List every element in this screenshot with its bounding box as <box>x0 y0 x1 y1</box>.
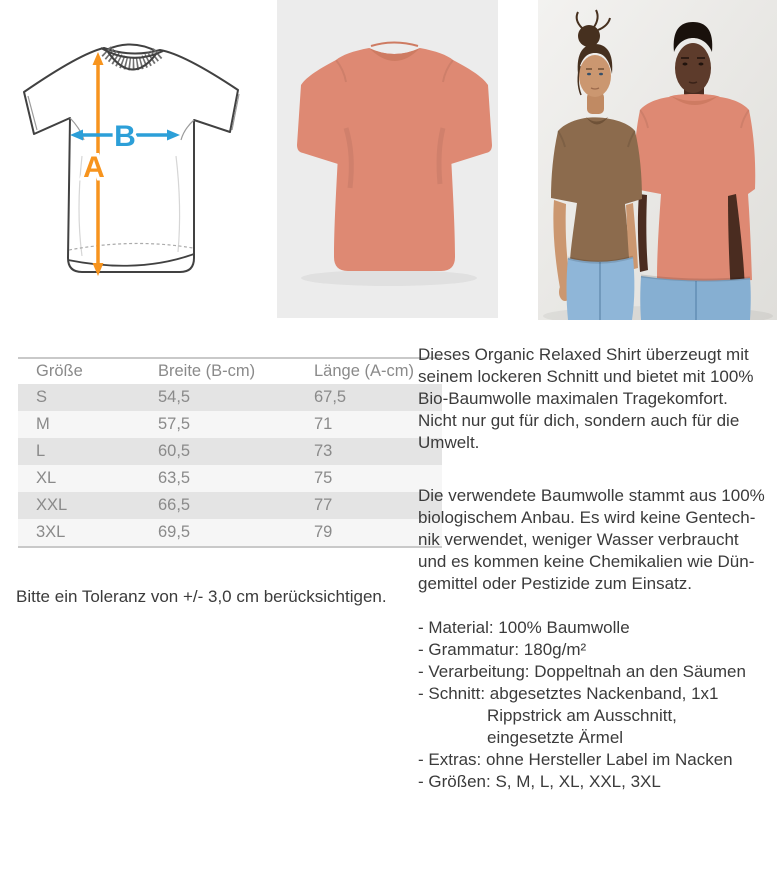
detail-line: - Material: 100% Baumwolle <box>418 618 630 637</box>
length-cell: 79 <box>314 523 333 541</box>
tshirt-measurement-drawing <box>8 6 248 306</box>
detail-line: - Verarbeitung: Doppeltnah an den Säumen <box>418 662 746 681</box>
width-cell: 63,5 <box>158 469 191 487</box>
size-table <box>18 357 442 548</box>
width-cell: 60,5 <box>158 442 191 460</box>
description-paragraph-2 <box>418 485 777 595</box>
size-cell: XL <box>36 469 57 487</box>
product-description <box>418 344 777 793</box>
text-line: seinem lockeren Schnitt und bietet mit 100% <box>418 367 754 386</box>
detail-line: eingesetzte Ärmel <box>487 728 624 747</box>
length-cell: 67,5 <box>314 388 347 406</box>
length-cell: 77 <box>314 496 333 514</box>
table-row <box>18 465 442 492</box>
text-line: nik verwendet, weniger Wasser verbraucht <box>418 530 739 549</box>
text-line: Nicht nur gut für dich, sondern auch für die <box>418 411 740 430</box>
length-cell: 71 <box>314 415 333 433</box>
text-line: und es kommen keine Chemikalien wie Dün- <box>418 552 755 571</box>
detail-line: - Grammatur: 180g/m² <box>418 640 587 659</box>
description-paragraph-1 <box>418 344 777 454</box>
column-header-length: Länge (A-cm) <box>314 362 414 380</box>
rose-shirt-image <box>277 0 498 318</box>
width-cell: 69,5 <box>158 523 191 541</box>
size-cell: S <box>36 388 48 406</box>
label-a: A <box>83 151 105 184</box>
tolerance-note: Bitte ein Toleranz von +/- 3,0 cm berücksichtigen. <box>16 587 387 606</box>
text-line: Die verwendete Baumwolle stammt aus 100% <box>418 486 765 505</box>
label-b: B <box>114 120 136 153</box>
text-line: gemittel oder Pestizide zum Einsatz. <box>418 574 693 593</box>
table-header-row <box>18 358 442 384</box>
table-row <box>18 384 442 411</box>
text-line: Dieses Organic Relaxed Shirt überzeugt mit <box>418 345 749 364</box>
size-cell: L <box>36 442 46 460</box>
detail-line: - Größen: S, M, L, XL, XXL, 3XL <box>418 772 661 791</box>
width-cell: 66,5 <box>158 496 191 514</box>
text-line: Bio-Baumwolle maximalen Tragekomfort. <box>418 389 728 408</box>
product-details-list <box>418 617 777 793</box>
table-row <box>18 438 442 465</box>
detail-line: Rippstrick am Ausschnitt, <box>487 706 677 725</box>
table-row <box>18 519 442 547</box>
width-cell: 57,5 <box>158 415 191 433</box>
text-line: biologischem Anbau. Es wird keine Gentech- <box>418 508 756 527</box>
table-row <box>18 411 442 438</box>
length-cell: 73 <box>314 442 333 460</box>
width-cell: 54,5 <box>158 388 191 406</box>
tshirt-outline <box>24 48 238 272</box>
table-row <box>18 492 442 519</box>
detail-line: - Extras: ohne Hersteller Label im Nacken <box>418 750 733 769</box>
size-cell: 3XL <box>36 523 66 541</box>
length-cell: 75 <box>314 469 333 487</box>
column-header-size: Größe <box>36 362 83 380</box>
column-header-width: Breite (B-cm) <box>158 362 256 380</box>
size-cell: M <box>36 415 50 433</box>
size-cell: XXL <box>36 496 68 514</box>
size-diagram <box>8 6 248 306</box>
product-photo <box>277 0 498 318</box>
models-image <box>538 0 777 320</box>
models-photo <box>538 0 777 320</box>
text-line: Umwelt. <box>418 433 480 452</box>
detail-line: - Schnitt: abgesetztes Nackenband, 1x1 <box>418 684 719 703</box>
